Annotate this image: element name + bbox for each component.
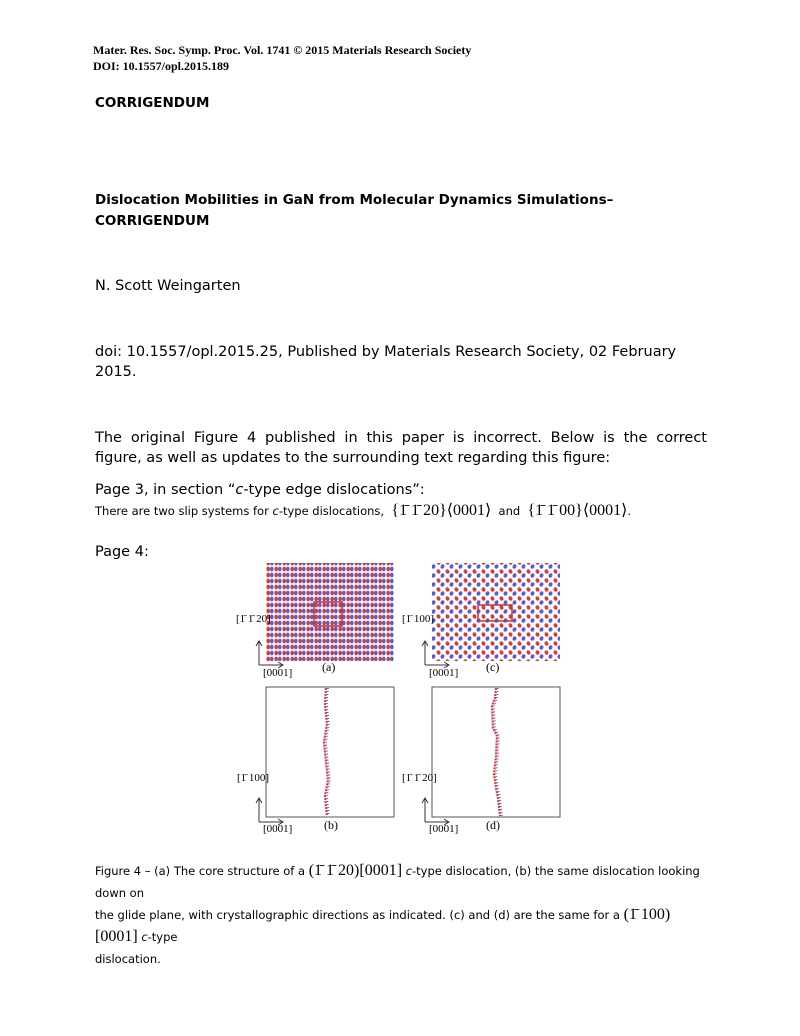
journal-citation: Mater. Res. Soc. Symp. Proc. Vol. 1741 © 2015 Materials Research Society (93, 43, 472, 57)
atom-lattice-c (432, 563, 560, 661)
panel-d-label: (d) (486, 818, 500, 832)
intro-line-2: figure, as well as updates to the surrounding text regarding this figure: (95, 450, 611, 466)
paper-title-line-2: CORRIGENDUM (95, 213, 210, 229)
panel-b-label: (b) (324, 818, 338, 832)
page3-heading: Page 3, in section “c-type edge dislocations”: (95, 482, 425, 498)
panel-a-horizontal-axis-label: [0001] (263, 667, 293, 679)
panel-d-vertical-axis-label: [1̄ 1̄ 20] (402, 772, 437, 784)
caption-plane-1100: (1̄ 100) (623, 906, 671, 923)
caption-direction-2: [0001] (95, 928, 138, 945)
figure-panel-c (400, 560, 570, 680)
slip-family-1100: {1̄ 1̄ 00} (527, 502, 583, 519)
figure-4 (234, 560, 564, 840)
panel-b-horizontal-axis-label: [0001] (263, 823, 293, 835)
panel-c-vertical-axis-label: [1̄ 100] (402, 613, 435, 625)
panel-c-label: (c) (486, 660, 500, 674)
caption-line-3: dislocation. (95, 952, 161, 966)
panel-a-vertical-axis-label: [1̄ 1̄ 20] (236, 613, 271, 625)
journal-doi: DOI: 10.1557/opl.2015.189 (93, 59, 230, 73)
figure-panel-a (234, 560, 404, 680)
atom-lattice-a (266, 563, 394, 661)
slip-family-1120: {1̄ 1̄ 20} (391, 502, 447, 519)
paper-title-line-1: Dislocation Mobilities in GaN from Molecular Dynamics Simulations– (95, 192, 614, 208)
slip-direction-1: ⟨0001⟩ (446, 502, 492, 519)
citation-line-1: doi: 10.1557/opl.2015.25, Published by Materials Research Society, 02 February (95, 344, 677, 360)
caption-plane-1120: (1̄ 1̄ 20) (308, 862, 360, 879)
intro-paragraph (95, 428, 707, 468)
author-name: N. Scott Weingarten (95, 278, 241, 294)
figure-panel-b (234, 684, 404, 840)
panel-d-diagram (400, 684, 570, 840)
figure-panel-d (400, 684, 570, 840)
paper-title (95, 190, 613, 232)
panel-b-diagram (234, 684, 404, 840)
page4-heading: Page 4: (95, 544, 149, 560)
citation (95, 342, 707, 382)
caption-direction-1: [0001] (359, 862, 403, 879)
citation-line-2: 2015. (95, 364, 137, 380)
panel-b-vertical-axis-label: [1̄ 100] (237, 772, 270, 784)
caption-line-2: the glide plane, with crystallographic directions as indicated. (c) and (d) are the same for a (1̄ 100)[0001] c-type (95, 906, 671, 945)
journal-header (93, 42, 471, 74)
intro-line-1: The original Figure 4 published in this paper is incorrect. Below is the correct (95, 430, 707, 446)
figure-caption (95, 860, 707, 970)
slip-systems-sentence: There are two slip systems for c-type dislocations, {1̄ 1̄ 20}⟨0001⟩ and {1̄ 1̄ 00}⟨0001⟩. (95, 502, 631, 519)
panel-d-frame (432, 687, 560, 817)
panel-b-frame (266, 687, 394, 817)
section-label: CORRIGENDUM (95, 95, 210, 111)
panel-c-horizontal-axis-label: [0001] (429, 667, 459, 679)
panel-a-label: (a) (322, 660, 336, 674)
panel-d-horizontal-axis-label: [0001] (429, 823, 459, 835)
slip-direction-2: ⟨0001⟩ (582, 502, 628, 519)
caption-line-1: Figure 4 – (a) The core structure of a (1̄ 1̄ 20)[0001] c-type dislocation, (b) the same dislocation looking down on (95, 862, 700, 900)
